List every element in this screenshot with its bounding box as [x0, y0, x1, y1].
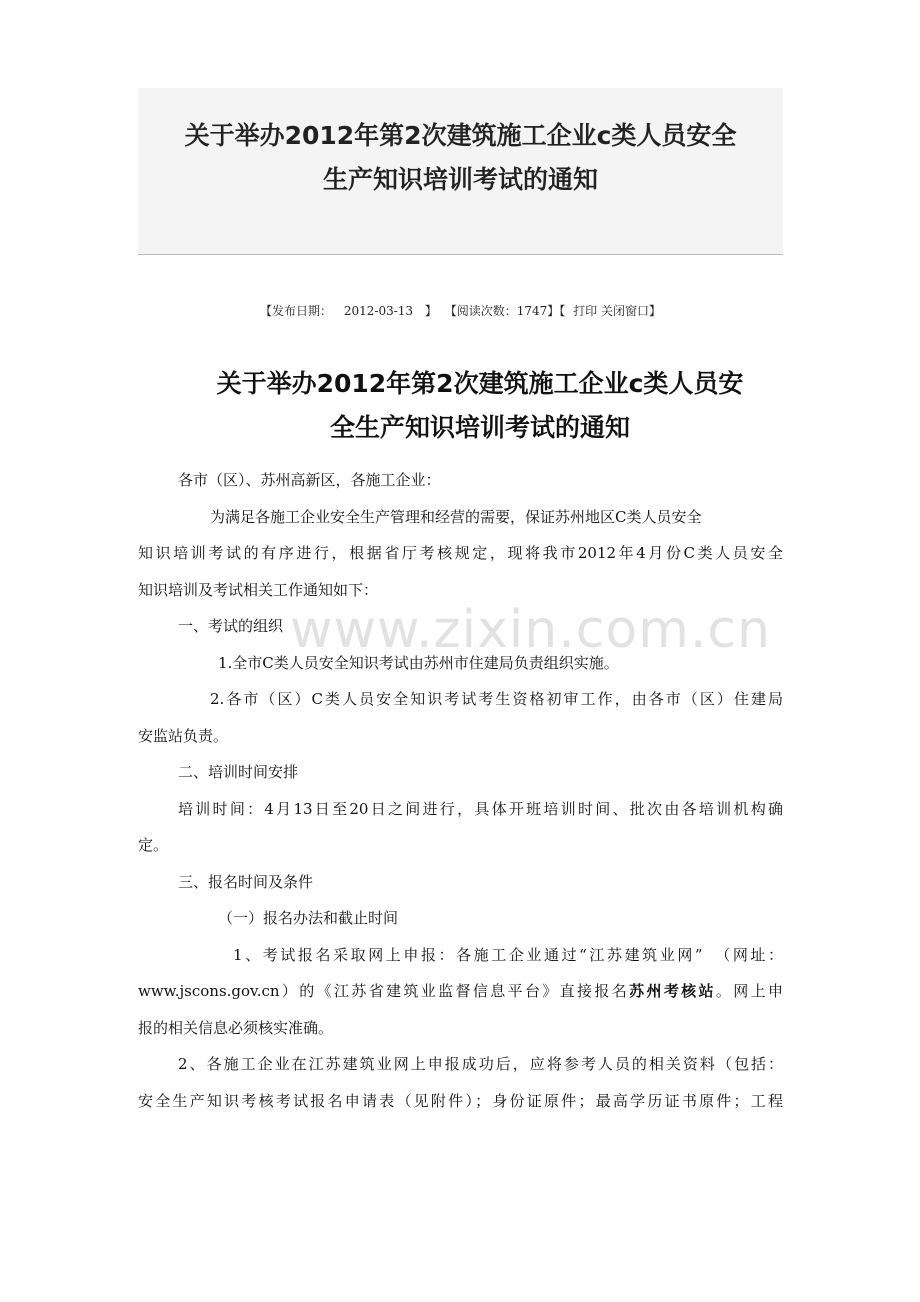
publish-date-label: 【发布日期： [260, 304, 333, 318]
registration-1-line-1: 1、考试报名采取网上申报：各施工企业通过“江苏建筑业网” （网址： [233, 945, 783, 964]
org-item-2-line-2: 安监站负责。 [138, 726, 229, 745]
read-count-label: 【阅读次数： [444, 304, 517, 318]
read-count-close: 】 [547, 304, 560, 318]
intro-line-1: 为满足各施工企业安全生产管理和经营的需要，保证苏州地区C类人员安全 [210, 507, 702, 526]
close-window-link[interactable]: 关闭窗口 [600, 304, 649, 318]
page-title-line-1: 关于举办2012年第2次建筑施工企业c类人员安全 [184, 121, 737, 150]
publish-date: 2012-03-13 [343, 304, 414, 318]
page-title-line-2: 生产知识培训考试的通知 [322, 165, 598, 194]
page-title [138, 114, 783, 202]
publish-date-close: 】 [424, 304, 437, 318]
intro-line-2: 知识培训考试的有序进行，根据省厅考核规定，现将我市2012年4月份C类人员安全 [138, 544, 783, 562]
intro-line-3: 知识培训及考试相关工作通知如下： [138, 580, 379, 599]
print-link[interactable]: 打印 [573, 304, 598, 318]
section-heading-training: 二、培训时间安排 [178, 763, 299, 781]
salutation: 各市（区）、苏州高新区，各施工企业： [178, 471, 441, 489]
section-heading-registration: 三、报名时间及条件 [178, 872, 314, 891]
actions-open: 【 [559, 304, 566, 318]
section-heading-organization: 一、考试的组织 [178, 617, 284, 635]
read-count: 1747 [516, 304, 548, 318]
document-title-line-1: 关于举办2012年第2次建筑施工企业c类人员安 [216, 369, 744, 398]
watermark: www.zixin.com.cn [290, 600, 771, 660]
org-item-2-line-1: 2.各市（区）C类人员安全知识考试考生资格初审工作，由各市（区）住建局 [210, 690, 783, 708]
registration-2-line-1: 2、各施工企业在江苏建筑业网上申报成功后，应将参考人员的相关资料（包括： [178, 1055, 783, 1073]
document-title [170, 362, 790, 450]
registration-1-line-2-text: www.jscons.gov.cn）的《江苏省建筑业监督信息平台》直接报名 [138, 982, 630, 1000]
registration-1-line-2-end: 。网上申 [715, 982, 783, 1000]
document-body [138, 462, 783, 1119]
subsection-heading-method: （一）报名办法和截止时间 [218, 909, 399, 927]
actions-close: 】 [648, 304, 661, 318]
registration-1-line-2 [138, 973, 783, 1010]
registration-2-line-2: 安全生产知识考核考试报名申请表（见附件）；身份证原件；最高学历证书原件；工程 [138, 1091, 783, 1110]
training-line-2: 定。 [138, 836, 169, 854]
suzhou-exam-station: 苏州考核站 [629, 982, 716, 1000]
training-line-1: 培训时间：4月13日至20日之间进行，具体开班培训时间、批次由各培训机构确 [178, 799, 783, 818]
document-title-line-2: 全生产知识培训考试的通知 [329, 413, 630, 442]
article-meta [138, 302, 783, 319]
org-item-1: 1.全市C类人员安全知识考试由苏州市住建局负责组织实施。 [218, 653, 619, 672]
registration-1-line-3: 报的相关信息必须核实准确。 [138, 1018, 334, 1037]
